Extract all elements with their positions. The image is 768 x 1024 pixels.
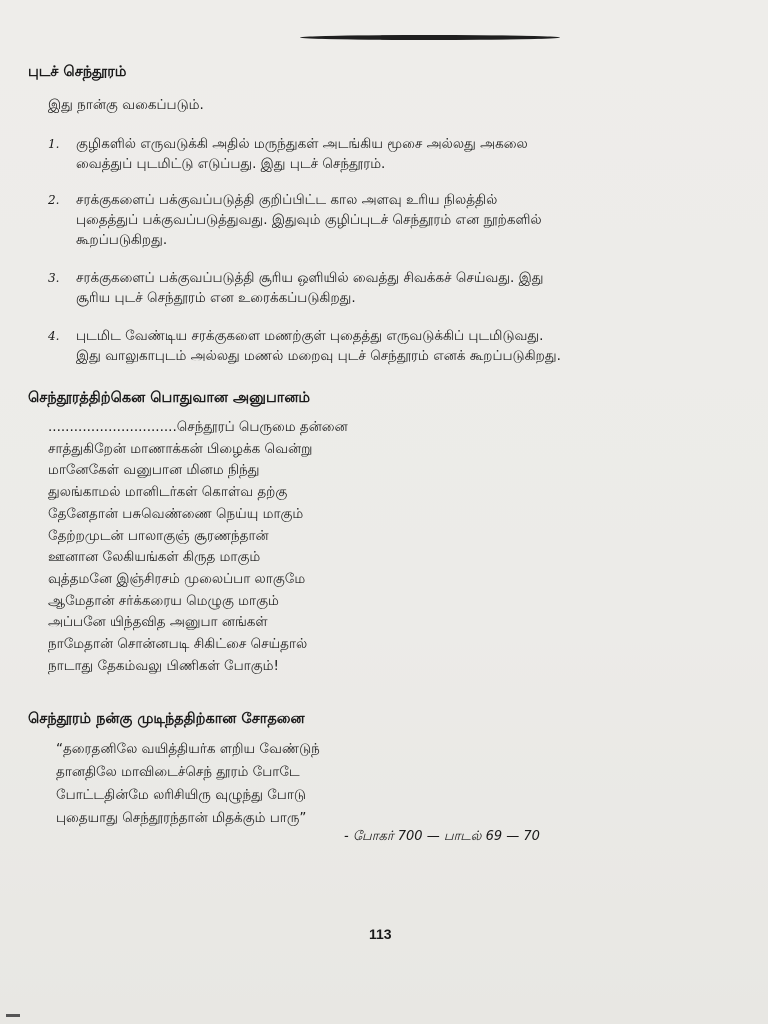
verse-line: தேனேதான் பசுவெண்ணை நெய்யு மாகும் — [48, 505, 304, 522]
verse-line: போட்டதின்மே லரிசியிரு வுழுந்து போடு — [56, 787, 306, 803]
verse-line: சாத்துகிறேன் மாணாக்கன் பிழைக்க வென்று — [48, 440, 313, 457]
list-number: 3. — [48, 271, 60, 285]
list-item-line: புடமிட வேண்டிய சரக்குகளை மணற்குள் புதைத்து எருவடுக்கிப் புடமிடுவது. — [76, 328, 544, 344]
scan-mark — [6, 1014, 20, 1017]
list-item — [76, 134, 528, 174]
section-heading-putach-senthuram: புடச் செந்தூரம் — [28, 64, 127, 80]
binding-shadow — [300, 35, 560, 40]
verse-line: ..............................செந்தூரப் பெருமை தன்னை — [48, 419, 348, 435]
list-item-line: வைத்துப் புடமிட்டு எடுப்பது. இது புடச் செந்தூரம். — [76, 156, 386, 172]
list-item-line: சூரிய புடச் செந்தூரம் என உரைக்கப்படுகிறது. — [76, 290, 356, 306]
list-item — [76, 326, 561, 366]
verse-line: “தரைதனிலே வயித்தியர்க ளறிய வேண்டுந் — [56, 741, 320, 757]
verse-block — [48, 417, 348, 677]
intro-text: இது நான்கு வகைப்படும். — [48, 97, 204, 113]
verse-line: புதையாது செந்தூரந்தான் மிதக்கும் பாரு” — [56, 810, 307, 826]
verse-line: தேற்றமுடன் பாலாகுஞ் சூரணந்தான் — [48, 527, 269, 544]
list-number: 4. — [48, 329, 60, 343]
section-heading-anupanam: செந்தூரத்திற்கென பொதுவான அனுபானம் — [28, 390, 311, 406]
list-number: 2. — [48, 193, 60, 207]
list-item-line: குழிகளில் எருவடுக்கி அதில் மருந்துகள் அடங்கிய மூசை அல்லது அகலை — [76, 136, 528, 152]
verse-line: துலங்காமல் மானிடர்கள் கொள்வ தற்கு — [48, 484, 288, 501]
verse-line: வுத்தமனே இஞ்சிரசம் முலைப்பா லாகுமே — [48, 570, 306, 587]
verse-line: ஆமேதான் சர்க்கரைய மெழுகு மாகும் — [48, 592, 279, 609]
list-item — [76, 190, 542, 250]
list-item-line: கூறப்படுகிறது. — [76, 232, 168, 248]
verse-line: ஊனான லேகியங்கள் கிருத மாகும் — [48, 549, 261, 566]
verse-line: மானேகேள் வனுபான மினம நிந்து — [48, 462, 260, 479]
section-heading-sothanai: செந்தூரம் நன்கு முடிந்ததிற்கான சோதனை — [28, 711, 305, 727]
verse-line: நாடாது தேகம்வலு பிணிகள் போகும்! — [48, 657, 279, 674]
list-item-line: சரக்குகளைப் பக்குவப்படுத்தி சூரிய ஒளியில் வைத்து சிவக்கச் செய்வது. இது — [76, 270, 544, 286]
verse-citation: - போகர் 700 — பாடல் 69 — 70 — [344, 829, 540, 844]
verse-line: தானதிலே மாவிடைச்செந் தூரம் போடே — [56, 764, 300, 780]
list-item — [76, 268, 543, 308]
verse-block — [56, 738, 320, 830]
list-item-line: இது வாலுகாபுடம் அல்லது மணல் மறைவு புடச் செந்தூரம் எனக் கூறப்படுகிறது. — [76, 348, 561, 364]
page-number: 113 — [369, 926, 392, 942]
list-item-line: சரக்குகளைப் பக்குவப்படுத்தி குறிப்பிட்ட கால அளவு உரிய நிலத்தில் — [76, 192, 498, 208]
verse-line: அப்பனே யிந்தவித அனுபா னங்கள் — [48, 614, 268, 631]
verse-line: நாமேதான் சொன்னபடி சிகிட்சை செய்தால் — [48, 636, 308, 653]
list-number: 1. — [48, 137, 60, 151]
list-item-line: புதைத்துப் பக்குவப்படுத்துவது. இதுவும் குழிப்புடச் செந்தூரம் என நூற்களில் — [76, 212, 542, 228]
